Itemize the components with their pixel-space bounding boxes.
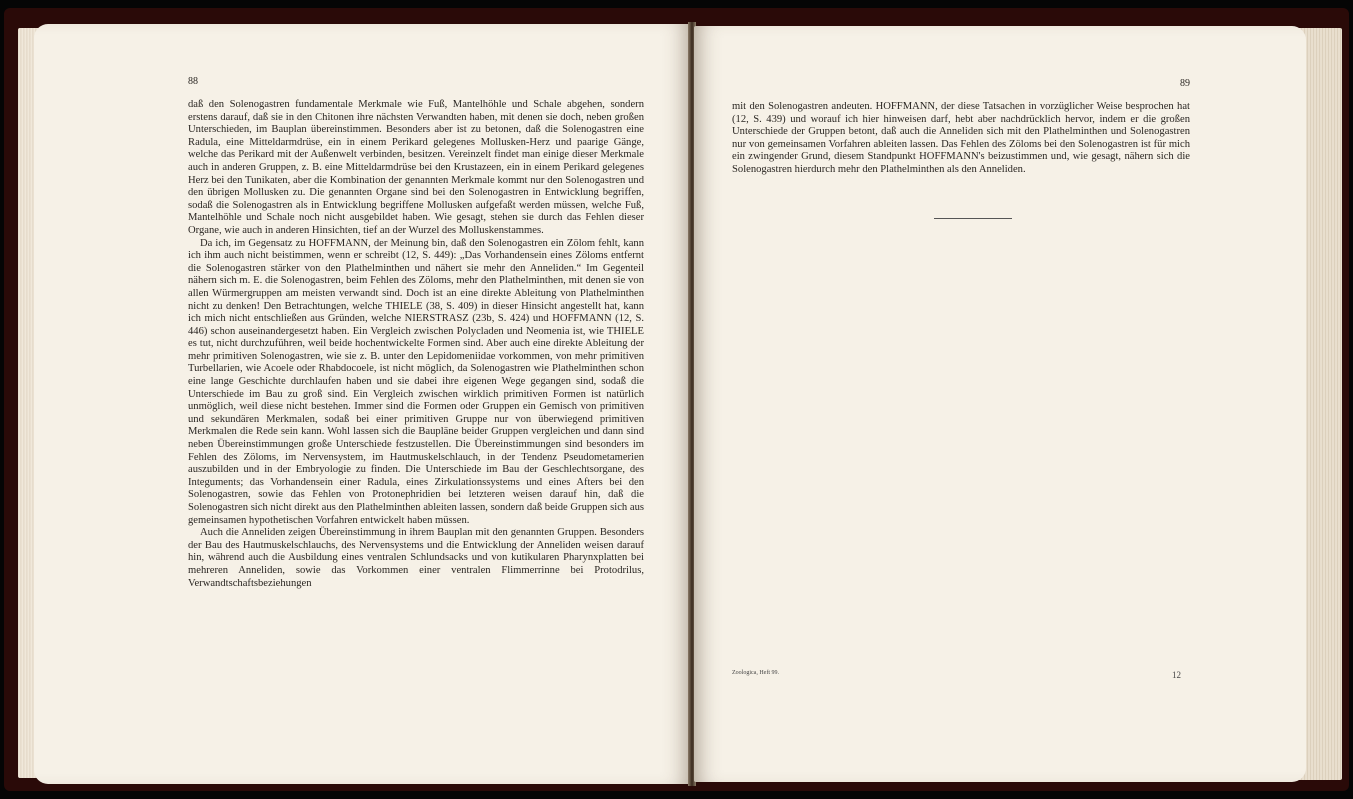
footer-journal: Zoologica, Heft 99. [732, 670, 779, 676]
section-rule [934, 218, 1012, 219]
page-number-right: 89 [1180, 78, 1190, 89]
right-page-body [732, 101, 1190, 177]
paragraph: Da ich, im Gegensatz zu HOFFMANN, der Meinung bin, daß den Solenogastren ein Zölom fehlt, kann ich ihm auch nicht beistimmen, wenn er schreibt (12, S. 449): „Das Vorhandensein eines Zöloms entfernt die Solenogastren stärker von den Plathelminthen und nähert sie mehr den Anneliden.“ Im Gegenteil nähern sich m. E. die Solenogastren, beim Fehlen des Zöloms, mehr den Plathelminthen, mit denen sie von allen Würmergruppen am meisten verwandt sind. Doch ist an eine direkte Ableitung von Plathelminthen nicht zu denken! Den Betrachtungen, welche THIELE (38, S. 409) in dieser Hinsicht angestellt hat, kann ich mich nicht entschließen aus Gründen, welche NIERSTRASZ (23b, S. 424) und HOFFMANN (12, S. 446) schon auseinandergesetzt haben. Ein Vergleich zwischen Polycladen und Neomenia ist, wie THIELE es tut, nicht durchzuführen, weil beide hochentwickelte Formen sind. Aber auch eine direkte Ableitung der mehr primitiven Solenogastren, wie sie z. B. unter den Lepidomeniidae vorkommen, von mehr primitiven Turbellarien, wie Acoele oder Rhabdocoele, ist nicht möglich, da Solenogastren wie Plathelminthen schon eine lange Geschichte durchlaufen haben und sie dabei ihre eigenen Wege gegangen sind, sodaß die Unterschiede im Bau zu groß sind. Ein Vergleich zwischen wirklich primitiven Formen ist natürlich unmöglich, weil diese nicht bestehen. Immer sind die Formen oder Gruppen ein Gemisch von primitiven und sekundären Merkmalen, sodaß bei einer primitiven Gruppe nur von überwiegend primitiven Merkmalen die Rede sein kann. Wohl lassen sich die Baupläne beider Gruppen vergleichen und dann sind neben Übereinstimmungen große Unterschiede festzustellen. Die Übereinstimmungen sind besonders im Fehlen des Zöloms, im Nervensystem, im Hautmuskelschlauch, in der Tendenz Pseudometamerien auszubilden und in der Embryologie zu finden. Die Unterschiede im Bau der Geschlechtsorgane, des Integuments; das Vorhandensein einer Radula, eines Zirkulationssystems und eines Afters bei den Solenogastren, sowie das Fehlen von Protonephridien bei letzteren weisen darauf hin, daß die Solenogastren sich nicht direkt aus den Plathelminthen ableiten lassen, sondern daß beide Gruppen sich aus gemeinsamen hypothetischen Vorfahren entwickelt haben müssen. [188, 237, 644, 526]
paragraph: daß den Solenogastren fundamentale Merkmale wie Fuß, Mantelhöhle und Schale abgehen, sondern erstens darauf, daß sie in den Chitonen ihre nächsten Verwandten haben, mit denen sie doch, neben großen Unterschieden, im Bauplan übereinstimmen. Besonders aber ist zu betonen, daß die Solenogastren eine Radula, eine Mitteldarmdrüse, ein in einem Perikard gelegenes Mollusken-Herz und paarige Gänge, welche das Perikard mit der Außenwelt verbinden, besitzen. Vereinzelt findet man einige dieser Merkmale auch in anderen Gruppen, z. B. eine Mitteldarmdrüse bei den Krustazeen, ein in einem Perikard gelegenes Herz bei den Tunikaten, aber die Kombination der genannten Merkmale kommt nur den Solenogastren und den übrigen Mollusken zu. Die genannten Organe sind bei den Solenogastren in Entwicklung begriffen, sodaß die Solenogastren als in Entwicklung begriffene Mollusken aufgefaßt werden müssen, welche Fuß, Mantelhöhle und Schale noch nicht ausgebildet haben. Wie gesagt, stehen sie durch das Fehlen dieser Organe, wie auch in anderen Hinsichten, tief an der Wurzel des Molluskenstammes. [188, 99, 644, 236]
page-number-left: 88 [188, 76, 198, 87]
left-page-body [188, 99, 644, 590]
book-spread [4, 8, 1349, 791]
left-page [34, 24, 690, 784]
footer-signature: 12 [1172, 670, 1181, 680]
paragraph: mit den Solenogastren andeuten. HOFFMANN, der diese Tatsachen in vorzüglicher Weise besprochen hat (12, S. 439) und worauf ich hier hinweisen darf, hebt aber nachdrücklich hervor, indem er die großen Unterschiede der Gruppen betont, daß auch die Anneliden sich mit den Plathelminthen und Solenogastren nur von gemeinsamen Vorfahren ableiten lassen. Das Fehlen des Zöloms bei den Solenogastren ist für mich ein zwingender Grund, diesem Standpunkt HOFFMANN's beizustimmen und, wie gesagt, nähern sich die Solenogastren hierdurch mehr den Plathelminthen als den Anneliden. [732, 101, 1190, 175]
paragraph: Auch die Anneliden zeigen Übereinstimmung in ihrem Bauplan mit den genannten Gruppen. Besonders der Bau des Hautmuskelschlauchs, des Nervensystems und die Entwicklung der Anneliden weisen darauf hin, während auch die Ausbildung eines ventralen Schlundsacks und von kutikularen Pharynxplatten bei mehreren Anneliden, sowie das Vorkommen einer ventralen Flimmerrinne bei Protodrilus, Verwandtschaftsbeziehungen [188, 527, 644, 589]
right-page [694, 26, 1306, 782]
